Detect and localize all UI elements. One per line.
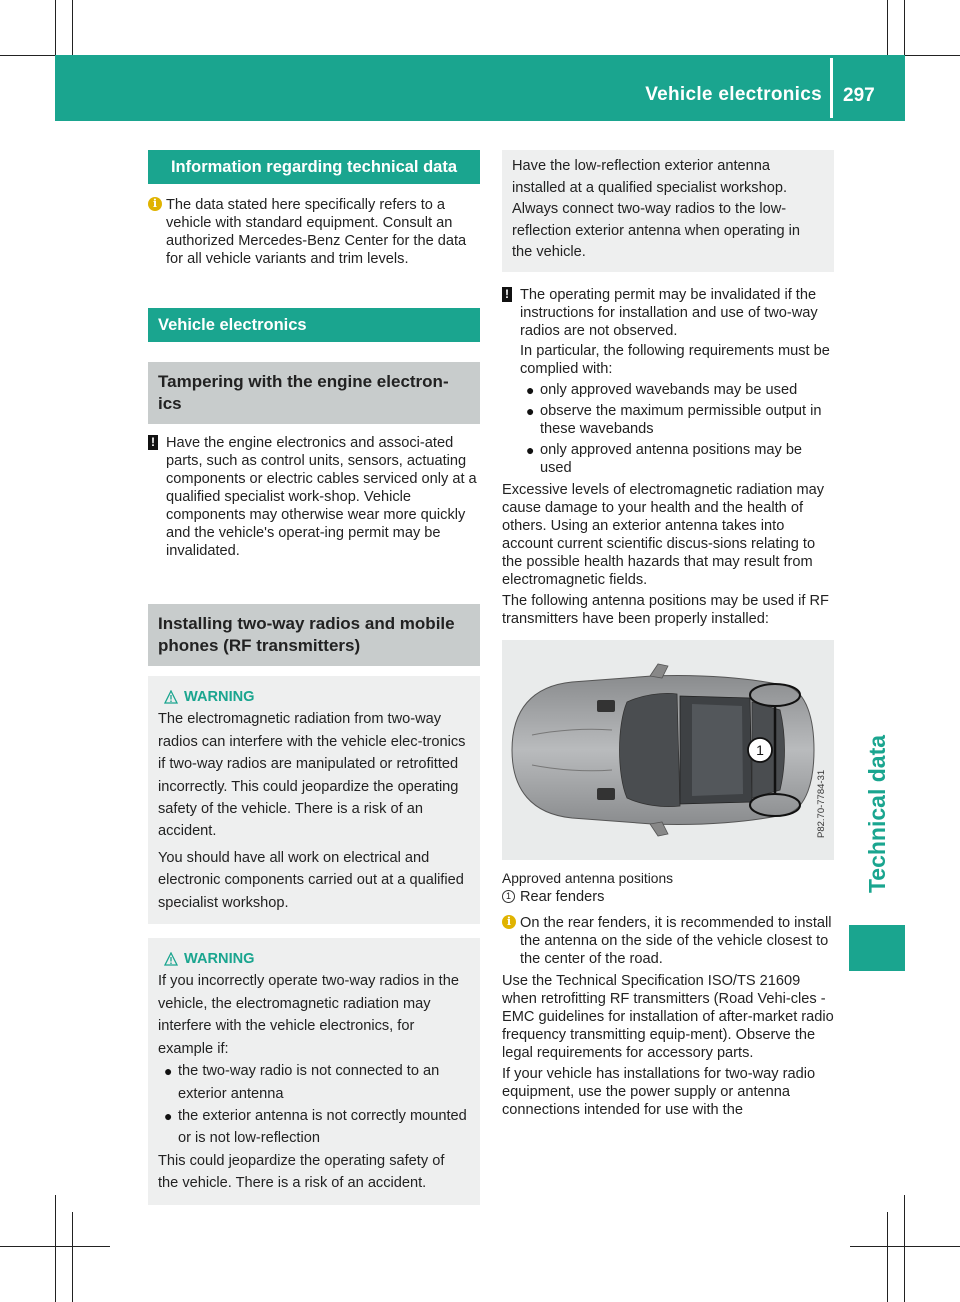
- requirement-item: ● only approved antenna positions may be used: [526, 441, 803, 476]
- caption-item-text: Rear fenders: [520, 888, 605, 905]
- body-paragraph: The following antenna positions may be used if RF transmitters have been properly installed:: [502, 592, 829, 627]
- chapter-tab-label: Technical data: [864, 734, 890, 894]
- warning-text: If you incorrectly operate two-way radios in the vehicle, the electromagnetic radiation may interfere with the vehicle electronics, for example if:: [158, 973, 459, 1057]
- warning-bullet: ● the exterior antenna is not correctly mounted or is not low-reflection: [158, 1105, 468, 1150]
- warning-label: WARNING: [184, 689, 255, 705]
- antenna-figure: [502, 640, 834, 860]
- tamper-note-text: Have the engine electronics and associ-ated parts, such as control units, sensors, actuating components or electric cables serviced only at a qualified specialist work-shop. Vehicle components may otherwise wear more quickly and the vehicle's operat-ing permit may be invalidated.: [166, 435, 477, 559]
- warning-text: This could jeopardize the operating safety of the vehicle. There is a risk of an accident.: [158, 1152, 445, 1192]
- info-icon: i: [502, 915, 516, 929]
- crop-mark: [850, 1246, 960, 1247]
- left-column: [148, 150, 480, 1205]
- warning-text: You should have all work on electrical and electronic components carried out at a qualified specialist workshop.: [158, 849, 464, 911]
- bullet-icon: ●: [164, 1063, 173, 1080]
- heading-vehicle-electronics: Vehicle electronics: [148, 308, 480, 342]
- fender-note-text: On the rear fenders, it is recommended to install the antenna on the side of the vehicle closest to the center of the road.: [520, 914, 832, 967]
- exclamation-icon: !: [502, 287, 512, 302]
- bullet-icon: ●: [526, 402, 535, 419]
- crop-mark: [55, 1195, 56, 1302]
- permit-note-sub: In particular, the following requirements must be complied with:: [520, 342, 830, 377]
- requirement-item: ● observe the maximum permissible output in these wavebands: [526, 402, 822, 437]
- info-note: [148, 196, 480, 268]
- warning-triangle-icon: [164, 952, 178, 966]
- chapter-tab: [849, 724, 905, 904]
- requirement-item: ● only approved wavebands may be used: [526, 381, 798, 398]
- warning-header: [158, 686, 468, 708]
- permit-note-text: The operating permit may be invalidated if the instructions for installation and use of two-way radios are not observed.: [520, 286, 818, 339]
- warning-bullet: ● the two-way radio is not connected to an exterior antenna: [158, 1060, 468, 1105]
- page-number: 297: [843, 85, 875, 106]
- caption-item: [502, 888, 834, 906]
- tamper-note: [148, 434, 480, 560]
- body-paragraph: Use the Technical Specification ISO/TS 21609 when retrofitting RF transmitters (Road Vehi-cles - EMC guidelines for installation of after-market radio frequency transmitting equip-ment). Observe the legal requirements for accessory parts.: [502, 972, 834, 1061]
- caption-number: 1: [502, 890, 515, 903]
- warning-header: [158, 948, 468, 970]
- chapter-marker: [849, 925, 905, 971]
- heading-tampering: Tampering with the engine electron-ics: [148, 362, 480, 424]
- bullet-icon: ●: [164, 1107, 173, 1124]
- section-title: Vehicle electronics: [645, 84, 822, 105]
- warning-label: WARNING: [184, 951, 255, 968]
- car-top-view-illustration: [502, 640, 834, 860]
- info-icon: i: [148, 197, 162, 211]
- figure-caption: [502, 870, 834, 906]
- exclamation-icon: !: [148, 435, 158, 450]
- header-separator: [830, 58, 833, 118]
- bullet-icon: ●: [526, 381, 535, 398]
- permit-note: [502, 286, 834, 477]
- warning-triangle-icon: [164, 690, 178, 704]
- warning-box-1: [148, 676, 480, 924]
- bullet-icon: ●: [526, 441, 535, 458]
- figure-code: P82.70-7784-31: [816, 769, 827, 838]
- crop-mark: [72, 1212, 73, 1302]
- info-note-text: The data stated here specifically refers to a vehicle with standard equipment. Consult an authorized Mercedes-Benz Center for the data for all vehicle variants and trim levels.: [166, 197, 467, 267]
- body-paragraph: If your vehicle has installations for two-way radio equipment, use the power supply or antenna connections intended for use with the: [502, 1065, 816, 1118]
- crop-mark: [887, 1212, 888, 1302]
- crop-mark: [904, 1195, 905, 1302]
- body-paragraph: Excessive levels of electromagnetic radiation may cause damage to your health and the health of others. Using an exterior antenna takes into account current scientific discus-sions relating to the possible health hazards that may result from electromagnetic fields.: [502, 481, 825, 588]
- heading-installing-radios: Installing two-way radios and mobile phones (RF transmitters): [148, 604, 480, 666]
- caption-title: Approved antenna positions: [502, 870, 674, 886]
- warning-box-2: [148, 938, 480, 1204]
- warning-text: The electromagnetic radiation from two-way radios can interfere with the vehicle elec-tronics if two-way radios are manipulated or retrofitted incorrectly. This could jeopardize the operating safety of the vehicle. There is a risk of an accident.: [158, 711, 466, 840]
- right-column: [502, 150, 834, 1119]
- callout-number: 1: [756, 741, 764, 758]
- heading-technical-data: Information regarding technical data: [148, 150, 480, 184]
- fender-note: [502, 914, 834, 968]
- antenna-advice-box: Have the low-reflection exterior antenna installed at a qualified specialist workshop. Always connect two-way radios to the low-reflection exterior antenna when operating in the vehicle.: [502, 150, 834, 272]
